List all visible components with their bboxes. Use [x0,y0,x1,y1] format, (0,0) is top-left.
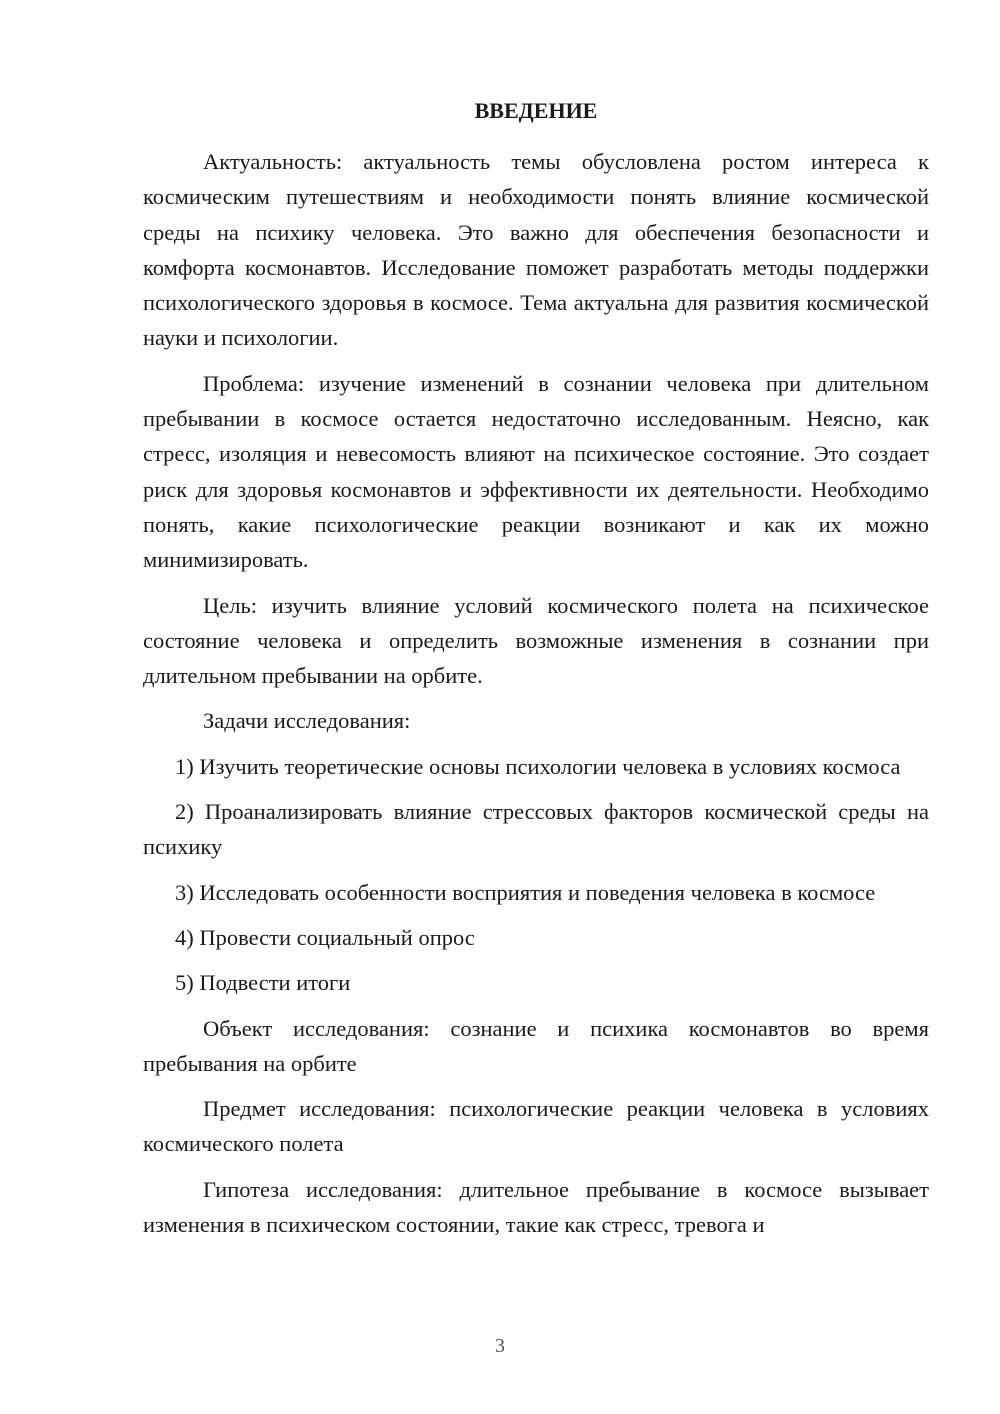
task-item: 4) Провести социальный опрос [175,924,475,950]
subject-paragraph: Предмет исследования: психологические реакции человека в условиях космического полета [143,1096,929,1157]
tasks-heading: Задачи исследования: [203,708,411,734]
task-item: 1) Изучить теоретические основы психологии человека в условиях космоса [175,753,901,779]
section-title: ВВЕДЕНИЕ [474,98,598,123]
task-item: 3) Исследовать особенности восприятия и поведения человека в космосе [175,879,876,905]
page-number: 3 [495,1335,505,1357]
goal-paragraph: Цель: изучить влияние условий космического полета на психическое состояние человека и определить возможные изменения в сознании при длительном пребывании на орбите. [143,592,929,689]
task-item: 5) Подвести итоги [175,970,351,996]
task-item: 2) Проанализировать влияние стрессовых факторов космической среды на психику [143,799,929,860]
relevance-paragraph: Актуальность: актуальность темы обусловлена ростом интереса к космическим путешествиям и необходимости понять влияние космической среды на психику человека. Это важно для обеспечения безопасности и комфорта космонавтов. Исследование поможет разработать методы поддержки психологического здоровья в космосе. Тема актуальна для развития космической науки и психологии. [143,149,929,351]
hypothesis-paragraph: Гипотеза исследования: длительное пребывание в космосе вызывает изменения в психическом состоянии, такие как стресс, тревога и [143,1176,929,1238]
object-paragraph: Объект исследования: сознание и психика космонавтов во время пребывания на орбите [143,1015,929,1076]
document-body [143,96,929,1242]
problem-paragraph: Проблема: изучение изменений в сознании человека при длительном пребывании в космосе остается недостаточно исследованным. Неясно, как стресс, изоляция и невесомость влияют на психическое состояние. Это создает риск для здоровья космонавтов и эффективности их деятельности. Необходимо понять, какие психологические реакции возникают и как их можно минимизировать. [143,370,929,573]
